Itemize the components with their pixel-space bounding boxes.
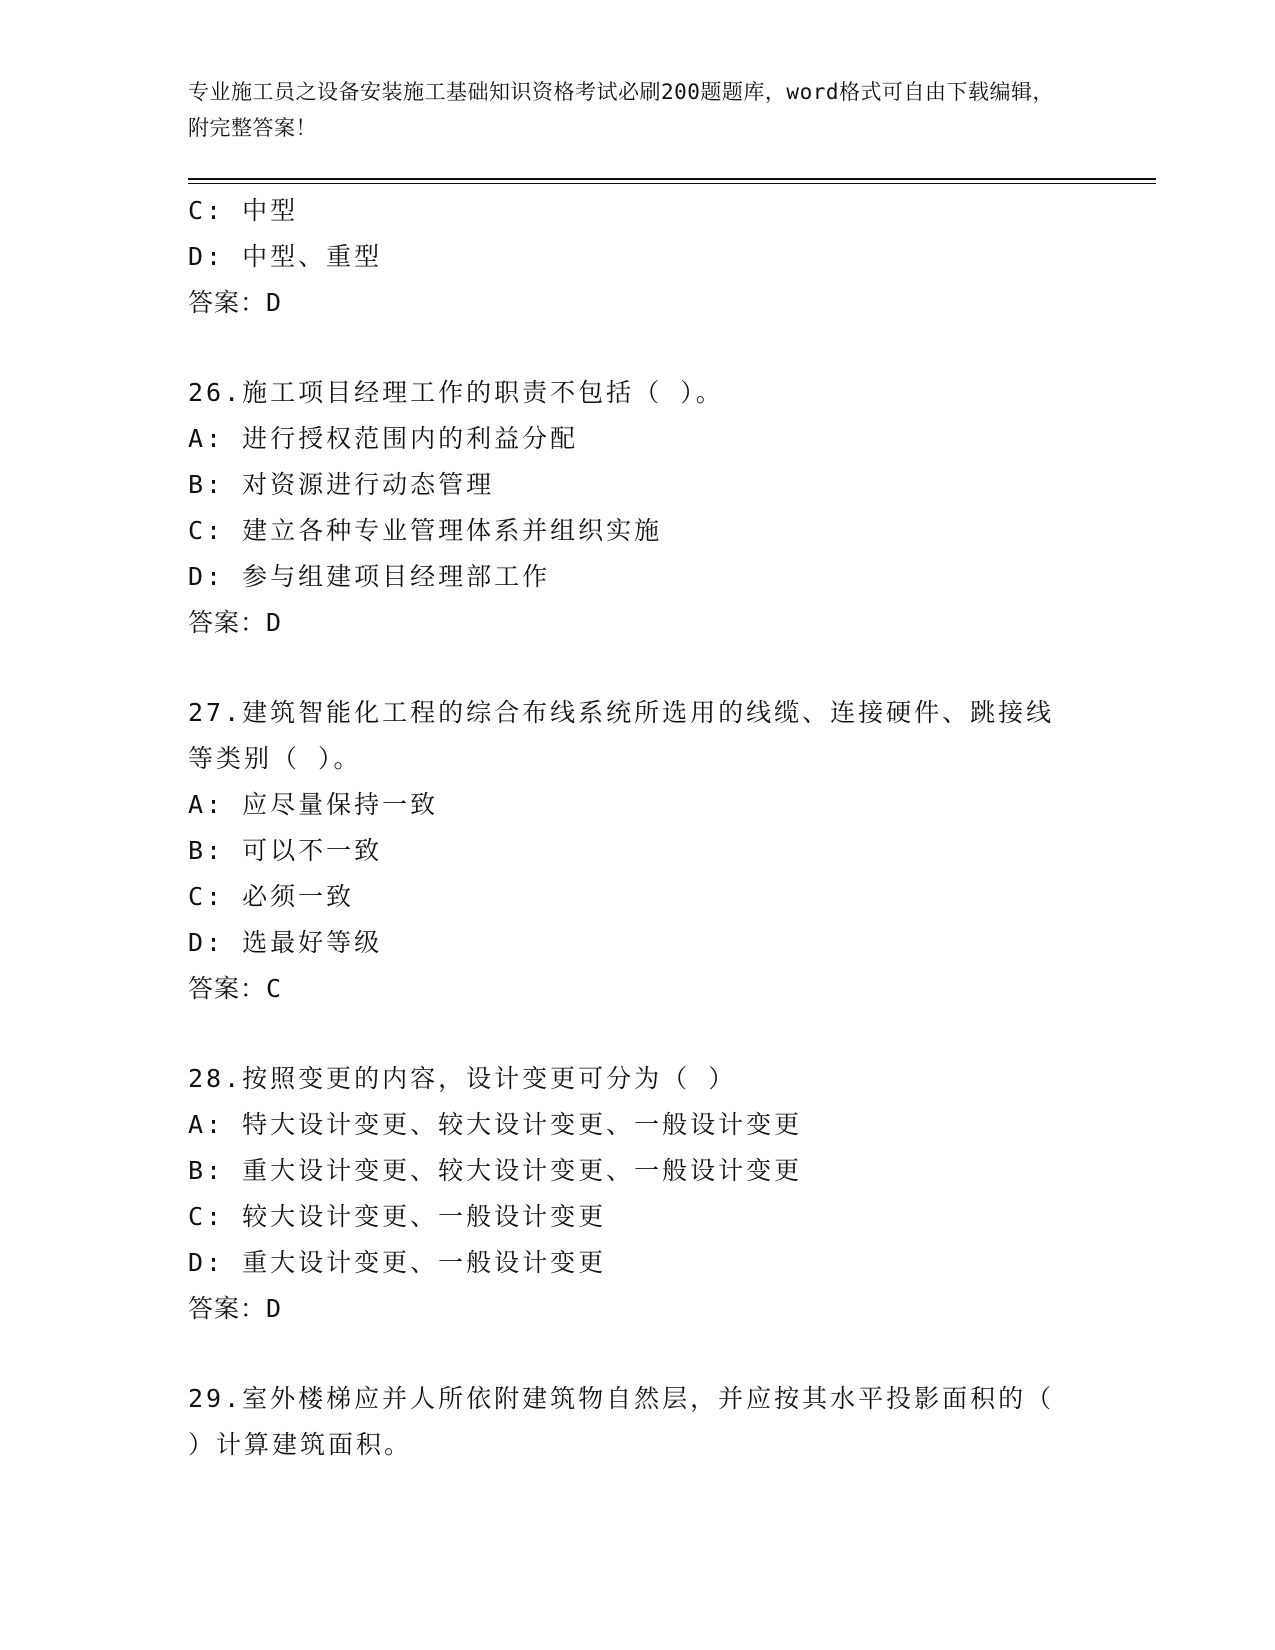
- option-d: D: 参与组建项目经理部工作: [188, 562, 551, 591]
- question-stem-line-2: ）计算建筑面积。: [188, 1430, 413, 1459]
- option-c: C: 中型: [188, 196, 299, 225]
- option-d: D: 重大设计变更、一般设计变更: [188, 1248, 607, 1277]
- answer-line: 答案：D: [188, 1294, 283, 1323]
- question-28: [188, 1056, 1088, 1332]
- option-a: A: 特大设计变更、较大设计变更、一般设计变更: [188, 1110, 803, 1139]
- option-b: B: 对资源进行动态管理: [188, 470, 495, 499]
- question-stem-line-1: 27.建筑智能化工程的综合布线系统所选用的线缆、连接硬件、跳接线: [188, 698, 1055, 727]
- option-a: A: 进行授权范围内的利益分配: [188, 424, 579, 453]
- question-list: [188, 188, 1088, 1468]
- spacer: [188, 326, 1088, 370]
- header-divider-thin: [188, 183, 1156, 184]
- question-stem-line-1: 29.室外楼梯应并人所依附建筑物自然层，并应按其水平投影面积的（: [188, 1384, 1055, 1413]
- option-c: C: 较大设计变更、一般设计变更: [188, 1202, 607, 1231]
- option-a: A: 应尽量保持一致: [188, 790, 439, 819]
- answer-line: 答案：D: [188, 608, 283, 637]
- answer-line: 答案：C: [188, 974, 283, 1003]
- option-c: C: 必须一致: [188, 882, 355, 911]
- option-d: D: 选最好等级: [188, 928, 383, 957]
- question-29: [188, 1376, 1088, 1468]
- answer-line: 答案：D: [188, 288, 283, 317]
- question-25-continued: [188, 188, 1088, 326]
- spacer: [188, 1332, 1088, 1376]
- spacer: [188, 1012, 1088, 1056]
- option-d: D: 中型、重型: [188, 242, 383, 271]
- question-stem: 28.按照变更的内容，设计变更可分为（ ）: [188, 1064, 737, 1093]
- question-27: [188, 690, 1088, 1012]
- option-c: C: 建立各种专业管理体系并组织实施: [188, 516, 663, 545]
- question-stem-line-2: 等类别（ ）。: [188, 744, 362, 773]
- question-26: [188, 370, 1088, 646]
- header-divider-thick: [188, 178, 1156, 180]
- option-b: B: 可以不一致: [188, 836, 383, 865]
- spacer: [188, 646, 1088, 690]
- document-header: 专业施工员之设备安装施工基础知识资格考试必刷200题题库，word格式可自由下载编辑，附完整答案！: [188, 80, 1054, 140]
- option-b: B: 重大设计变更、较大设计变更、一般设计变更: [188, 1156, 803, 1185]
- question-stem: 26.施工项目经理工作的职责不包括（ ）。: [188, 378, 724, 407]
